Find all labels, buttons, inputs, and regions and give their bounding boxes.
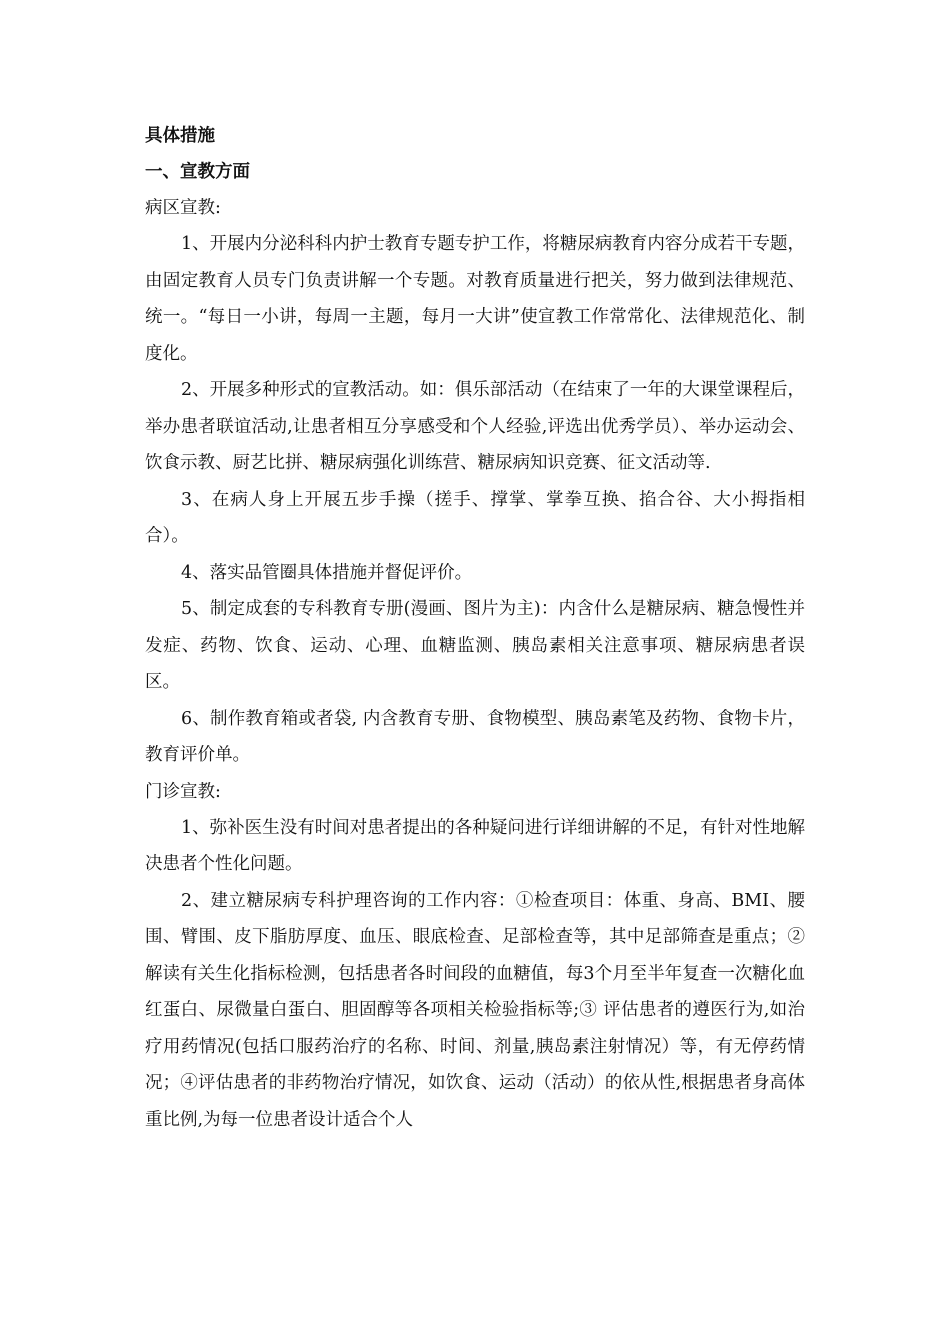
document-page — [145, 118, 805, 1138]
outpatient-item-1: 1、弥补医生没有时间对患者提出的各种疑问进行详细讲解的不足，有针对性地解决患者个性化问题。 — [145, 817, 805, 874]
ward-education-label: 病区宣教: — [145, 198, 221, 218]
section-heading-education: 一、宣教方面 — [145, 162, 250, 182]
ward-item-2: 2、开展多种形式的宣教活动。如：俱乐部活动（在结束了一年的大课堂课程后，举办患者联谊活动,让患者相互分享感受和个人经验,评选出优秀学员）、举办运动会、饮食示教、厨艺比拼、糖尿病强化训练营、糖尿病知识竞赛、征文活动等. — [145, 380, 805, 473]
outpatient-item-2: 2、建立糖尿病专科护理咨询的工作内容：①检查项目：体重、身高、BMI、腰围、臂围、皮下脂肪厚度、血压、眼底检查、足部检查等，其中足部筛查是重点；②解读有关生化指标检测，包括患者各时间段的血糖值，每3个月至半年复查一次糖化血红蛋白、尿微量白蛋白、胆固醇等各项相关检验指标等;③ 评估患者的遵医行为,如治疗用药情况(包括口服药治疗的名称、时间、剂量,胰岛素注射情况）等，有无停药情况；④评估患者的非药物治疗情况，如饮食、运动（活动）的依从性,根据患者身高体重比例,为每一位患者设计适合个人 — [145, 890, 805, 1130]
ward-item-4: 4、落实品管圈具体措施并督促评价。 — [181, 562, 473, 583]
outpatient-education-label: 门诊宣教: — [145, 781, 221, 802]
ward-item-6: 6、制作教育箱或者袋, 内含教育专册、食物模型、胰岛素笔及药物、食物卡片，教育评价单。 — [145, 708, 805, 765]
ward-item-3: 3、在病人身上开展五步手操（搓手、撑掌、掌拳互换、掐合谷、大小拇指相合）。 — [145, 489, 805, 546]
ward-item-5: 5、制定成套的专科教育专册(漫画、图片为主)：内含什么是糖尿病、糖急慢性并发症、药物、饮食、运动、心理、血糖监测、胰岛素相关注意事项、糖尿病患者误区。 — [145, 599, 805, 692]
document-title: 具体措施 — [145, 126, 215, 146]
ward-item-1: 1、开展内分泌科科内护士教育专题专护工作，将糖尿病教育内容分成若干专题，由固定教育人员专门负责讲解一个专题。对教育质量进行把关，努力做到法律规范、统一。“每日一小讲，每周一主题，每月一大讲”使宣教工作常常化、法律规范化、制度化。 — [145, 234, 805, 364]
